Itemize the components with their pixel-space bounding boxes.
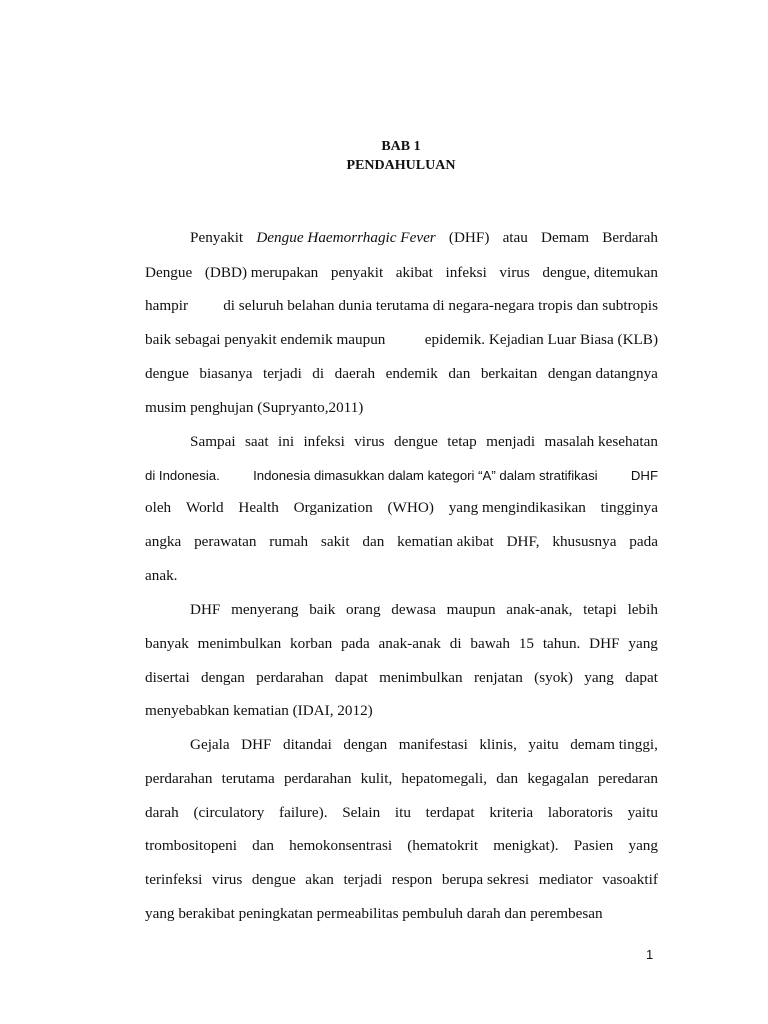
text-word: di Indonesia. — [145, 468, 220, 483]
text-word: dengue — [145, 365, 189, 382]
text-word: dengue — [251, 871, 296, 888]
text-word: laboratoris — [547, 804, 613, 821]
text-word: dapat — [625, 669, 658, 686]
text-word: demam tinggi, — [570, 736, 658, 753]
text-line — [145, 668, 658, 688]
text-word: dan — [362, 533, 385, 550]
text-word: Indonesia dimasukkan dalam kategori “A” dalam stratifikasi — [253, 468, 598, 483]
text-line — [145, 466, 658, 486]
text-word: yang — [145, 905, 179, 922]
text-word: hepatomegali, — [401, 770, 488, 787]
text-word: daerah — [334, 365, 376, 382]
text-word: berkaitan — [480, 365, 538, 382]
text-word: akibat — [395, 264, 433, 281]
text-line — [145, 398, 363, 418]
text-word: DHF — [589, 635, 620, 652]
text-word: tingginya — [600, 499, 658, 516]
text-word: perawatan — [194, 533, 257, 550]
text-word: ditandai — [282, 736, 332, 753]
text-word: virus — [211, 871, 243, 888]
text-word: masalah kesehatan — [544, 433, 658, 450]
text-word: darah — [466, 905, 505, 922]
text-word: Gejala — [190, 736, 230, 753]
text-word: permeabilitas pembuluh — [316, 905, 467, 922]
text-word: trombositopeni — [145, 837, 237, 854]
text-word: yang mengindikasikan — [448, 499, 586, 516]
text-word: perdarahan — [256, 669, 324, 686]
text-word: (hematokrit — [407, 837, 479, 854]
text-word: DHF — [190, 601, 221, 618]
text-word: dapat — [334, 669, 368, 686]
text-word: kematian akibat — [397, 533, 494, 550]
text-line — [190, 600, 658, 620]
text-word: terjadi — [343, 871, 383, 888]
text-word: perdarahan — [283, 770, 352, 787]
text-line — [145, 870, 658, 890]
text-word: orang — [346, 601, 381, 618]
text-word: dan — [504, 905, 531, 922]
text-word: virus — [354, 433, 385, 450]
chapter-number: BAB 1 — [381, 139, 421, 154]
text-word: menyebabkan kematian (IDAI, 2012) — [145, 702, 373, 719]
text-word: Sampai — [190, 433, 236, 450]
text-word: musim penghujan (Supryanto,2011) — [145, 399, 364, 416]
text-line — [145, 836, 658, 856]
text-word: dengan datangnya — [547, 365, 658, 382]
text-word: terdapat — [425, 804, 475, 821]
text-word: kulit, — [360, 770, 393, 787]
text-word: kegagalan — [527, 770, 589, 787]
text-line — [190, 228, 658, 248]
text-word: renjatan — [473, 669, 523, 686]
text-word: di seluruh belahan dunia terutama di negara-negara tropis dan subtropis — [223, 297, 658, 314]
text-word: di — [449, 635, 462, 652]
text-word: menimbulkan — [197, 635, 282, 652]
text-word: dengue, ditemukan — [542, 264, 658, 281]
text-line — [145, 364, 658, 384]
text-word: dewasa — [391, 601, 436, 618]
chapter-title: PENDAHULUAN — [346, 158, 456, 173]
text-word: Dengue Haemorrhagic Fever — [256, 229, 436, 246]
text-line — [145, 566, 177, 586]
text-word: hemokonsentrasi — [289, 837, 393, 854]
text-word: menyerang — [231, 601, 299, 618]
text-word: pada — [629, 533, 658, 550]
text-word: menigkat). — [493, 837, 559, 854]
text-word: angka — [145, 533, 182, 550]
text-line — [145, 701, 373, 721]
text-word: penyakit — [330, 264, 384, 281]
text-word: tetapi — [583, 601, 617, 618]
text-word: baik — [309, 601, 336, 618]
text-line — [145, 532, 658, 552]
text-word: bawah — [470, 635, 510, 652]
text-word: disertai — [145, 669, 190, 686]
text-word: atau — [502, 229, 528, 246]
text-word: DHF — [630, 468, 658, 483]
text-word: terjadi — [263, 365, 302, 382]
text-word: maupun — [446, 601, 496, 618]
text-word: darah — [145, 804, 179, 821]
text-word: Pasien — [573, 837, 614, 854]
text-line — [145, 296, 658, 316]
text-word: yaitu — [528, 736, 559, 753]
text-word: perembesan — [530, 905, 603, 922]
text-word: peningkatan — [238, 905, 317, 922]
text-word: di — [312, 365, 325, 382]
text-word: oleh — [145, 499, 172, 516]
text-line — [190, 735, 658, 755]
text-word: pada — [341, 635, 370, 652]
text-word: yang — [628, 635, 658, 652]
text-word: Dengue — [145, 264, 193, 281]
text-word: dengan — [343, 736, 388, 753]
text-word: peredaran — [598, 770, 658, 787]
text-word: dengan — [201, 669, 245, 686]
text-word: DHF — [241, 736, 272, 753]
text-word: mediator — [538, 871, 593, 888]
text-word: epidemik. Kejadian Luar Biasa (KLB) — [424, 331, 658, 348]
text-line — [145, 330, 658, 350]
text-word: biasanya — [199, 365, 253, 382]
text-word: perdarahan — [145, 770, 213, 787]
text-word: berupa sekresi — [441, 871, 530, 888]
text-word: Organization — [293, 499, 373, 516]
text-word: yang — [628, 837, 658, 854]
page-number: 1 — [646, 947, 654, 962]
text-line — [145, 634, 658, 654]
text-word: (circulatory — [193, 804, 265, 821]
text-word: anak-anak, — [506, 601, 573, 618]
text-line — [190, 432, 658, 452]
text-word: dengue — [393, 433, 438, 450]
text-word: berakibat — [178, 905, 239, 922]
text-word: dan — [496, 770, 519, 787]
text-word: tahun. — [542, 635, 581, 652]
text-word: anak. — [145, 567, 178, 584]
text-word: infeksi — [445, 264, 487, 281]
text-word: manifestasi — [398, 736, 468, 753]
text-word: (DBD) merupakan — [204, 264, 319, 281]
text-word: Selain — [342, 804, 381, 821]
text-word: anak-anak — [378, 635, 441, 652]
text-word: respon — [391, 871, 433, 888]
text-word: kriteria — [489, 804, 534, 821]
text-word: dan — [252, 837, 275, 854]
text-word: World — [185, 499, 224, 516]
text-word: virus — [499, 264, 530, 281]
text-word: ini — [278, 433, 295, 450]
text-word: khususnya — [552, 533, 617, 550]
text-word: dan — [448, 365, 471, 382]
text-word: hampir — [145, 297, 189, 314]
text-word: (DHF) — [448, 229, 490, 246]
text-word: terutama — [221, 770, 275, 787]
text-word: saat — [244, 433, 269, 450]
text-word: klinis, — [479, 736, 517, 753]
text-word: failure). — [279, 804, 328, 821]
text-word: menjadi — [486, 433, 536, 450]
text-word: Berdarah — [602, 229, 658, 246]
text-word: endemik — [385, 365, 438, 382]
text-word: vasoaktif — [602, 871, 658, 888]
text-word: akan — [305, 871, 334, 888]
text-word: Penyakit — [190, 229, 244, 246]
text-word: banyak — [145, 635, 189, 652]
text-word: Demam — [541, 229, 590, 246]
text-word: (WHO) — [387, 499, 434, 516]
text-word: lebih — [627, 601, 658, 618]
text-line — [145, 498, 658, 518]
text-word: terinfeksi — [145, 871, 203, 888]
text-word: (syok) — [534, 669, 573, 686]
text-word: Health — [238, 499, 279, 516]
text-line — [145, 803, 658, 823]
text-word: rumah — [269, 533, 309, 550]
text-word: tetap — [447, 433, 477, 450]
text-word: infeksi — [303, 433, 345, 450]
text-line — [145, 769, 658, 789]
text-word: menimbulkan — [379, 669, 463, 686]
text-line — [145, 904, 603, 924]
text-word: DHF, — [506, 533, 540, 550]
text-word: yaitu — [627, 804, 658, 821]
text-line — [145, 263, 658, 283]
text-word: baik sebagai penyakit endemik maupun — [145, 331, 386, 348]
text-word: sakit — [320, 533, 350, 550]
text-word: 15 — [518, 635, 534, 652]
text-word: itu — [394, 804, 411, 821]
text-word: yang — [584, 669, 614, 686]
text-word: korban — [290, 635, 333, 652]
